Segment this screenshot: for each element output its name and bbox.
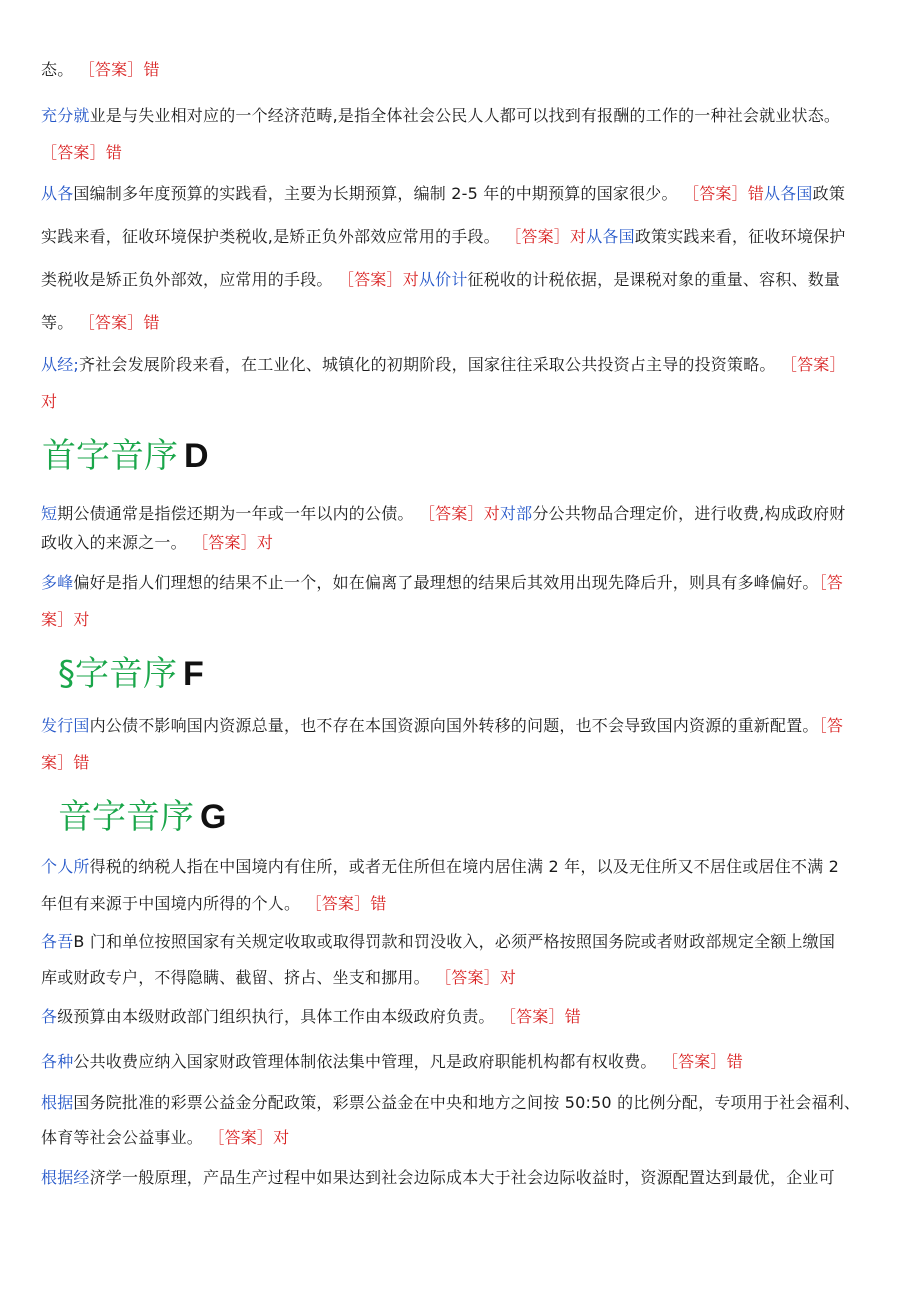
- line-text: 国务院批准的彩票公益金分配政策，彩票公益金在中央和地方之间按 50:50 的比例分配，专项用于社会福利、: [73, 1093, 861, 1112]
- line-text: 国编制多年度预算的实践看，主要为长期预算，编制 2-5 年的中期预算的国家很少。: [73, 184, 678, 203]
- text-line: [41, 931, 882, 953]
- answer-result: 错: [105, 143, 123, 162]
- section-heading: [58, 797, 226, 837]
- answer-result: 错: [564, 1007, 581, 1026]
- line-text: 内公债不影响国内资源总量，也不存在本国资源向国外转移的问题，也不会导致国内资源的重新配置。: [89, 716, 819, 735]
- text-line: [41, 715, 882, 737]
- line-text: 等。: [41, 313, 74, 332]
- text-line: [41, 226, 882, 248]
- line-text: 库或财政专户，不得隐瞒、截留、挤占、坐支和挪用。: [41, 968, 430, 987]
- answer-result: 对: [256, 533, 274, 552]
- text-line: [41, 105, 882, 127]
- text-line: [41, 1127, 882, 1149]
- answer-label: ［答案］: [78, 60, 144, 79]
- line-text: 征税收的计税依据，是课税对象的重量、容积、数量: [467, 270, 841, 289]
- answer-label: ［答案］: [337, 270, 403, 289]
- text-line: [41, 1167, 882, 1189]
- text-line: [41, 142, 882, 164]
- line-text: 政收入的来源之一。: [41, 533, 187, 552]
- index-keyword: 短: [41, 504, 58, 523]
- answer-label: ［答案］: [661, 1052, 727, 1071]
- text-line: [41, 503, 882, 525]
- line-text: 分公共物品合理定价，进行收费,构成政府财: [532, 504, 846, 523]
- line-text: 级预算由本级财政部门组织执行，具体工作由本级政府负责。: [57, 1007, 495, 1026]
- text-line: [41, 354, 882, 376]
- answer-result: 错: [747, 184, 765, 203]
- line-text: 偏好是指人们理想的结果不止一个，如在偏离了最理想的结果后其效用出现先降后升，则具有多峰偏好。: [73, 573, 819, 592]
- line-text: B 门和单位按照国家有关规定收取或取得罚款和罚没收入，必须严格按照国务院或者财政部规定全额上缴国: [73, 932, 836, 951]
- line-text: 齐社会发展阶段来看，在工业化、城镇化的初期阶段，国家往往采取公共投资占主导的投资策略。: [79, 355, 776, 374]
- text-line: [41, 856, 882, 878]
- text-line: [41, 967, 882, 989]
- index-keyword: 根据: [41, 1093, 74, 1112]
- answer-result: 对: [570, 227, 587, 246]
- answer-label: ［答案］: [41, 143, 106, 162]
- index-keyword: 各: [41, 1007, 58, 1026]
- answer-result: 对: [273, 1128, 290, 1147]
- index-keyword: 从各国: [586, 227, 635, 246]
- text-line: [41, 391, 882, 413]
- index-keyword: 各吾: [41, 932, 74, 951]
- answer-result: 对: [41, 392, 58, 411]
- index-keyword: 从各: [41, 184, 74, 203]
- answer-result: 对: [73, 610, 90, 629]
- heading-text: §字音序: [58, 654, 177, 694]
- answer-result: 错: [73, 753, 90, 772]
- answer-result: 对: [483, 504, 500, 523]
- answer-label: ［答: [818, 716, 844, 735]
- index-keyword: 个人所: [41, 857, 90, 876]
- line-text: 态。: [41, 60, 74, 79]
- line-text: 政策: [812, 184, 846, 203]
- index-keyword: 多峰: [41, 573, 74, 592]
- answer-label: ［答案］: [208, 1128, 274, 1147]
- answer-label: ［答案］: [418, 504, 484, 523]
- text-line: [41, 269, 882, 291]
- heading-letter: G: [200, 798, 227, 836]
- answer-result: 错: [370, 894, 387, 913]
- answer-label: ［答案］: [683, 184, 748, 203]
- line-text: 类税收是矫正负外部效，应常用的手段。: [41, 270, 333, 289]
- index-keyword: 发行国: [41, 716, 90, 735]
- text-line: [41, 183, 882, 205]
- line-text: 体育等社会公益事业。: [41, 1128, 204, 1147]
- index-keyword: 对部: [499, 504, 533, 523]
- text-line: [41, 1051, 882, 1073]
- text-line: [41, 59, 882, 81]
- answer-label: ［答案］: [78, 313, 144, 332]
- answer-label: 案］: [41, 753, 74, 772]
- line-text: 得税的纳税人指在中国境内有住所，或者无住所但在境内居住满 2 年，以及无住所又不居住或居住不满 2: [89, 857, 840, 876]
- index-keyword: 各种: [41, 1052, 74, 1071]
- line-text: 公共收费应纳入国家财政管理体制依法集中管理，凡是政府职能机构都有权收费。: [73, 1052, 657, 1071]
- heading-letter: D: [184, 437, 209, 475]
- text-line: [41, 609, 882, 631]
- line-text: 政策实践来看，征收环境保护: [634, 227, 846, 246]
- section-heading: [42, 436, 209, 476]
- text-line: [41, 893, 882, 915]
- answer-result: 对: [499, 968, 517, 987]
- line-text: 期公债通常是指偿还期为一年或一年以内的公债。: [57, 504, 414, 523]
- text-line: [41, 1006, 882, 1028]
- index-keyword: 充分就: [41, 106, 90, 125]
- heading-text: 首字音序: [42, 436, 178, 476]
- answer-label: 案］: [41, 610, 74, 629]
- text-line: [41, 532, 882, 554]
- line-text: 业是与失业相对应的一个经济范畴,是指全体社会公民人人都可以找到有报酬的工作的一种社会就业状态。: [89, 106, 841, 125]
- text-line: [41, 572, 882, 594]
- heading-letter: F: [183, 655, 204, 693]
- answer-result: 错: [143, 313, 160, 332]
- index-keyword: 根据经: [41, 1168, 90, 1187]
- answer-label: ［答案］: [505, 227, 570, 246]
- index-keyword: 从价计: [418, 270, 468, 289]
- answer-result: 对: [402, 270, 419, 289]
- index-keyword: 从各国: [764, 184, 813, 203]
- answer-label: ［答: [818, 573, 844, 592]
- line-text: 年但有来源于中国境内所得的个人。: [41, 894, 301, 913]
- answer-label: ［答案］: [499, 1007, 565, 1026]
- answer-label: ［答案］: [780, 355, 846, 374]
- answer-label: ［答案］: [435, 968, 500, 987]
- text-line: [41, 752, 882, 774]
- line-text: 实践来看，征收环境保护类税收,是矫正负外部效应常用的手段。: [41, 227, 500, 246]
- heading-text: 音字音序: [58, 797, 194, 837]
- text-line: [41, 1092, 882, 1114]
- section-heading: [58, 654, 204, 694]
- line-text: 济学一般原理，产品生产过程中如果达到社会边际成本大于社会边际收益时，资源配置达到最优，企业可: [89, 1168, 835, 1187]
- answer-result: 错: [726, 1052, 743, 1071]
- answer-label: ［答案］: [192, 533, 257, 552]
- answer-result: 错: [143, 60, 160, 79]
- index-keyword: 从经;: [41, 355, 79, 374]
- text-line: [41, 312, 882, 334]
- answer-label: ［答案］: [305, 894, 371, 913]
